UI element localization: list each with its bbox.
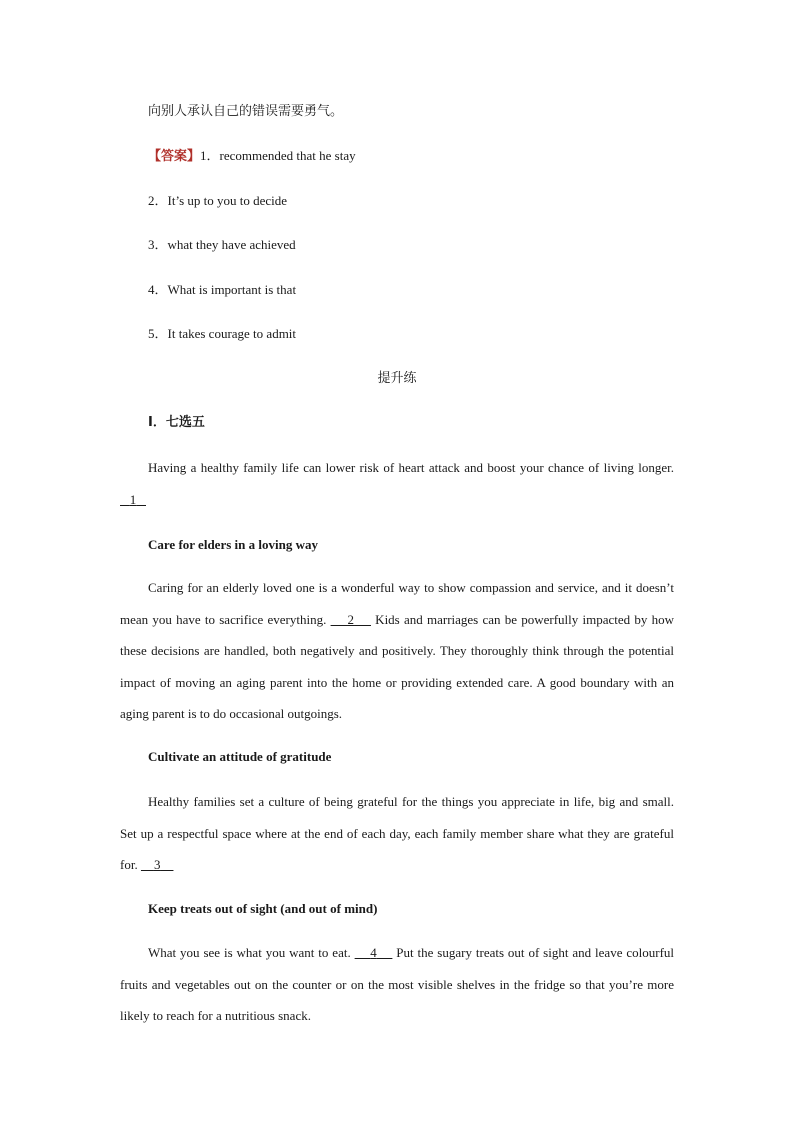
part-label: Ⅰ．七选五: [148, 415, 205, 430]
paragraph-text: Put the sugary treats out of sight and leave colourful fruits and vegetables out on the counter or on the most visible shelves in the fridge so that you’re more likely to reach for a nutritious snack.: [120, 945, 675, 1023]
answer-line-2: [148, 193, 287, 209]
answer-tag: 【答案】: [148, 148, 201, 163]
paragraph-1: [120, 452, 674, 515]
heading-keep-treats: Keep treats out of sight (and out of mind): [148, 901, 378, 916]
answer-num: 1．: [200, 148, 220, 163]
paragraph-4: [120, 937, 674, 1032]
answer-line-5: [148, 326, 296, 342]
paragraph-text: Having a healthy family life can lower risk of heart attack and boost your chance of living longer.: [148, 460, 674, 475]
answer-text: what they have achieved: [167, 237, 296, 252]
paragraph-text: Healthy families set a culture of being grateful for the things you appreciate in life, big and small. Set up a respectful space where at the end of each day, each family member share what they are grateful for.: [120, 794, 674, 872]
paragraph-text: What you see is what you want to eat.: [148, 945, 355, 960]
answer-num: 2．: [148, 193, 168, 208]
answer-num: 3．: [148, 237, 168, 252]
section-title: 提升练: [377, 371, 417, 386]
paragraph-text: Caring for an elderly loved one is a wonderful way to show compassion and service, and it doesn’t mean you have to sacrifice everything.: [120, 580, 674, 627]
answer-num: 4．: [148, 282, 168, 297]
paragraph-3: [120, 786, 674, 881]
answer-line-4: [148, 282, 296, 298]
answer-line-3: [148, 237, 296, 253]
answer-num: 5．: [148, 326, 168, 341]
heading-care-for-elders: Care for elders in a loving way: [148, 537, 318, 552]
answer-text: recommended that he stay: [219, 148, 356, 163]
blank-4: 4: [370, 945, 377, 960]
blank-3: 3: [153, 857, 161, 872]
blank-1: 1: [129, 491, 137, 507]
heading-gratitude: Cultivate an attitude of gratitude: [148, 749, 332, 764]
paragraph-text: Kids and marriages can be powerfully impacted by how these decisions are handled, both negatively and positively. They thoroughly think through the potential impact of moving an aging parent into the home or providing extended care. A good boundary with an aging parent is to do occasional outgoings.: [120, 611, 675, 721]
paragraph-2: [120, 572, 674, 730]
answer-text: It’s up to you to decide: [167, 193, 288, 208]
answer-text: It takes courage to admit: [167, 326, 297, 341]
answer-text: What is important is that: [167, 282, 297, 297]
answer-line-1: [148, 148, 356, 164]
blank-2: 2: [347, 611, 355, 627]
chinese-sentence: 向别人承认自己的错误需要勇气。: [148, 104, 344, 119]
